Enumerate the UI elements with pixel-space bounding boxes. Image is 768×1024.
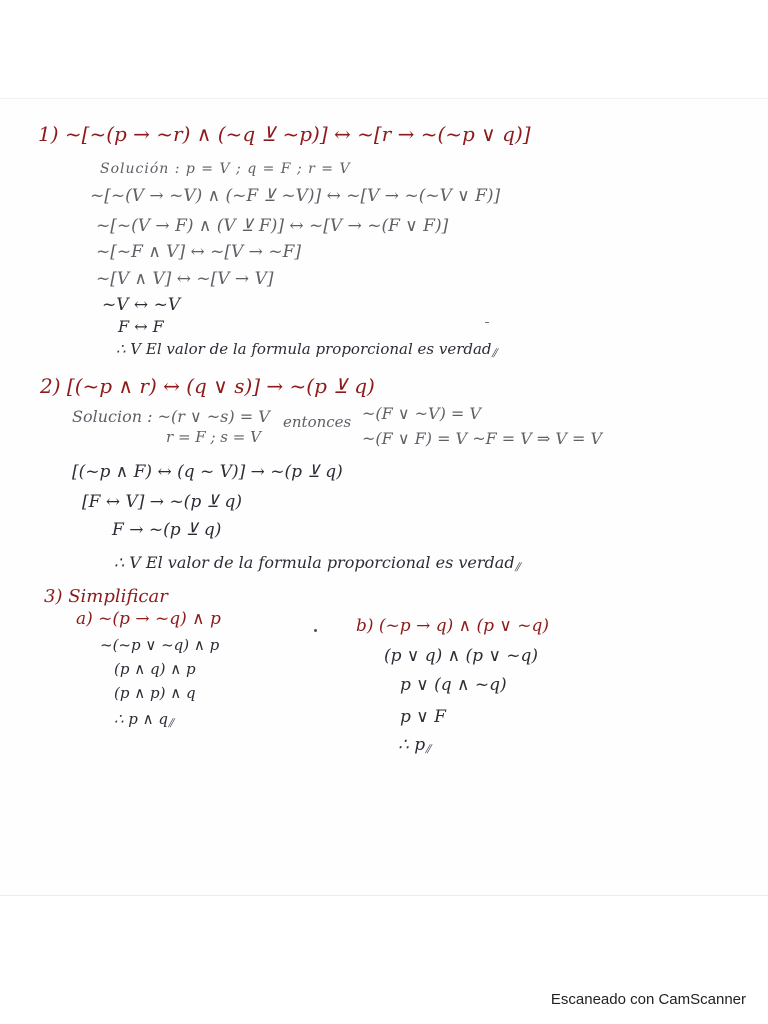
exercise-3b-step-1: (p ∨ q) ∧ (p ∨ ~q)	[384, 646, 539, 666]
exercise-2-solution-line-1: Solucion : ~(r ∨ ~s) = V	[72, 407, 270, 426]
check-mark-icon: ⫽	[514, 560, 520, 574]
exercise-3b-conclusion-text: ∴ p	[398, 735, 426, 755]
exercise-2-derivation-1: ~(F ∨ ~V) = V	[362, 404, 481, 423]
check-mark-icon: ⫽	[425, 742, 431, 756]
exercise-3a-conclusion-text: ∴ p ∧ q	[114, 710, 169, 728]
exercise-3b-step-3: p ∨ F	[400, 707, 446, 727]
check-mark-icon: ⫽	[491, 346, 497, 360]
exercise-3a-statement: a) ~(p → ~q) ∧ p	[76, 609, 221, 629]
exercise-1-step-6: F ↔ F	[118, 317, 164, 336]
exercise-2-conclusion	[114, 555, 520, 573]
exercise-1-statement: 1) ~[~(p → ~r) ∧ (~q ⊻ ~p)] ↔ ~[r → ~(~p ∨ q)]	[38, 122, 531, 146]
exercise-1-step-1: ~[~(V → ~V) ∧ (~F ⊻ ~V)] ↔ ~[V → ~(~V ∨ F)]	[90, 186, 501, 206]
exercise-2-statement: 2) [(~p ∧ r) ↔ (q ∨ s)] → ~(p ⊻ q)	[40, 374, 375, 398]
exercise-2-entonces: entonces	[283, 413, 352, 431]
camscanner-watermark: Escaneado con CamScanner	[550, 991, 746, 1008]
check-mark-icon: ⫽	[168, 716, 174, 730]
exercise-2-step-3: F → ~(p ⊻ q)	[112, 520, 222, 540]
exercise-1-step-3: ~[~F ∧ V] ↔ ~[V → ~F]	[96, 242, 302, 262]
exercise-3a-step-3: (p ∧ p) ∧ q	[114, 684, 196, 702]
exercise-1-step-2: ~[~(V → F) ∧ (V ⊻ F)] ↔ ~[V → ~(F ∨ F)]	[96, 216, 449, 236]
exercise-3b-conclusion	[398, 737, 430, 755]
exercise-3-title: 3) Simplificar	[44, 586, 168, 607]
exercise-1-conclusion	[116, 342, 497, 359]
ink-dot	[314, 629, 317, 632]
ink-mark	[485, 322, 489, 323]
exercise-2-step-2: [F ↔ V] → ~(p ⊻ q)	[82, 492, 242, 512]
exercise-2-step-1: [(~p ∧ F) ↔ (q ~ V)] → ~(p ⊻ q)	[72, 462, 343, 482]
exercise-1-conclusion-text: ∴ V El valor de la formula proporcional es verdad	[116, 340, 492, 358]
exercise-1-solution-values: Solución : p = V ; q = F ; r = V	[100, 161, 351, 177]
exercise-3a-step-1: ~(~p ∨ ~q) ∧ p	[100, 636, 220, 654]
exercise-3a-conclusion	[114, 712, 173, 729]
exercise-3b-statement: b) (~p → q) ∧ (p ∨ ~q)	[356, 616, 550, 636]
exercise-3a-step-2: (p ∧ q) ∧ p	[114, 660, 196, 678]
exercise-1-step-4: ~[V ∧ V] ↔ ~[V → V]	[96, 269, 274, 289]
exercise-2-derivation-2: ~(F ∨ F) = V ~F = V ⇒ V = V	[362, 429, 603, 448]
exercise-2-solution-values: r = F ; s = V	[166, 428, 261, 446]
exercise-2-conclusion-text: ∴ V El valor de la formula proporcional es verdad	[114, 553, 515, 572]
exercise-1-step-5: ~V ↔ ~V	[102, 295, 181, 315]
exercise-3b-step-2: p ∨ (q ∧ ~q)	[400, 675, 507, 695]
